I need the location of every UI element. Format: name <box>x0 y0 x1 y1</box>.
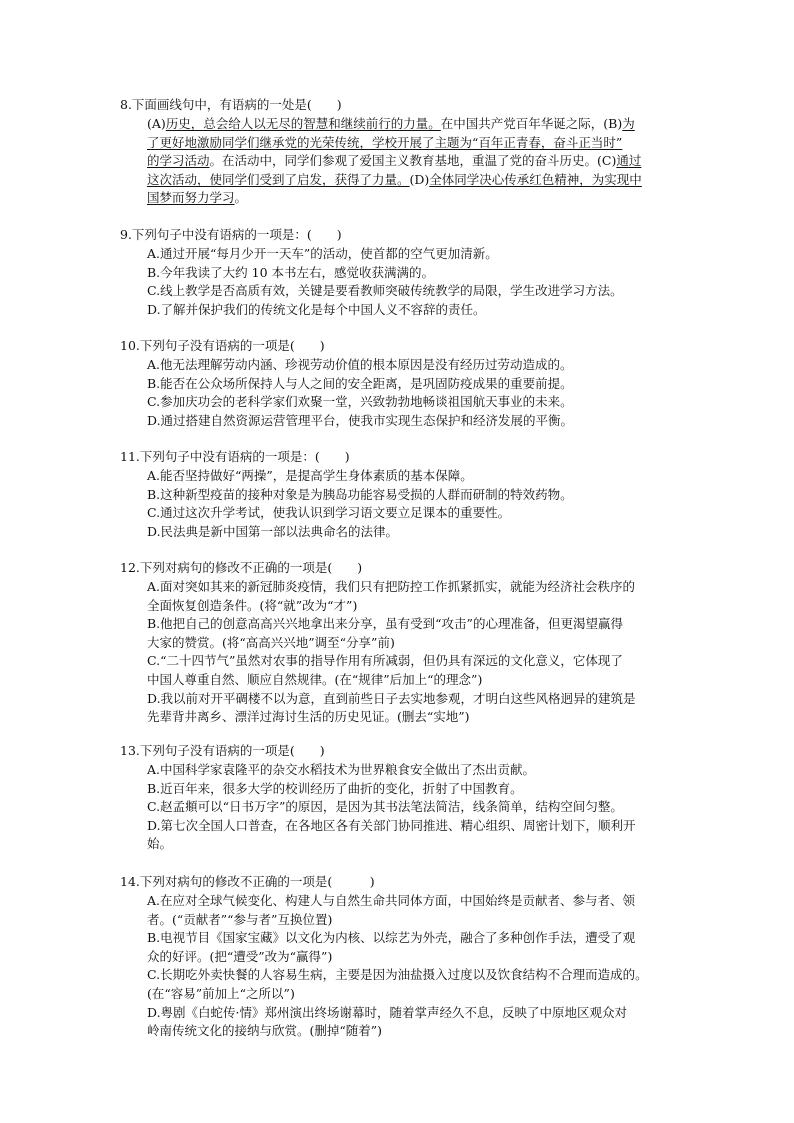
question-line <box>147 375 573 393</box>
text-segment: C.“二十四节气”虽然对农事的指导作用有所减弱，但仍具有深远的文化意义，它体现了 <box>147 653 623 669</box>
question-line <box>147 911 332 929</box>
underlined-text: 了更好地激励同学们继承党的光荣传统，学校开展了主题为“百年正青春，奋斗正当时” <box>147 134 623 150</box>
text-segment: A.中国科学家袁隆平的杂交水稻技术为世界粮食安全做出了杰出贡献。 <box>147 762 536 777</box>
question-title: 12.下列对病句的修改不正确的一项是( ) <box>120 560 363 575</box>
question-line <box>147 467 473 485</box>
question-line <box>147 892 635 910</box>
question-line <box>147 597 357 615</box>
question-line <box>147 189 247 207</box>
question-line <box>147 523 398 541</box>
question-line <box>147 929 635 947</box>
text-segment: 。在活动中，同学们参观了爱国主义教育基地，重温了党的奋斗历史。(C) <box>209 153 617 169</box>
text-segment: 。 <box>234 190 248 206</box>
question-line <box>147 708 470 726</box>
text-segment: (D) <box>409 171 430 187</box>
question-title: 11.下列句子中没有语病的一项是：( ) <box>120 449 350 464</box>
text-segment: 中国人尊重自然、顺应自然规律。(在“规律”后加上“的理念”) <box>147 672 483 687</box>
question-line <box>147 761 535 779</box>
text-segment: C.参加庆功会的老科学家们欢聚一堂，兴致勃勃地畅谈祖国航天事业的未来。 <box>147 394 573 410</box>
question-line <box>147 690 636 708</box>
text-segment: 岭南传统文化的接纳与欣赏。(删掉“随着”) <box>147 1023 383 1039</box>
question-line <box>147 948 332 966</box>
text-segment: B.他把自己的创意高高兴兴地拿出来分享，虽有受到“攻击”的心理准备，但更渴望赢得 <box>147 616 623 632</box>
question-line <box>147 798 623 816</box>
text-segment: C.线上教学是否高质有效，关键是要看教师突破传统教学的局限，学生改进学习方法。 <box>147 283 623 299</box>
question-line <box>147 1022 382 1040</box>
underlined-text: 这次活动，使同学们受到了启发，获得了力量。 <box>147 171 410 187</box>
underlined-text: 为 <box>622 116 635 131</box>
question-line <box>147 245 498 263</box>
question-line <box>147 780 523 798</box>
text-segment: 始。 <box>147 836 173 852</box>
text-segment: C.赵孟頫可以“日书万字”的原因，是因为其书法笔法简洁，线条简单，结构空间匀整。 <box>147 799 623 815</box>
question-title: 14.下列对病句的修改不正确的一项是( ) <box>120 874 375 889</box>
question-line <box>147 1004 627 1022</box>
text-segment: D.民法典是新中国第一部以法典命名的法律。 <box>147 523 399 539</box>
question-line <box>147 966 648 984</box>
text-segment: 全面恢复创造条件。(将“就”改为“才”) <box>147 597 358 613</box>
question-line <box>147 504 510 522</box>
text-segment: (在“容易”前加上“之所以”) <box>147 986 295 1001</box>
text-segment: A.面对突如其来的新冠肺炎疫情，我们只有把防控工作抓紧抓实，就能为经济社会秩序的 <box>147 579 636 594</box>
question-line <box>147 985 295 1003</box>
question-line <box>147 652 623 670</box>
text-segment: A.能否坚持做好“两操”，是提高学生身体素质的基本保障。 <box>147 468 473 483</box>
underlined-text: 的学习活动 <box>147 153 210 169</box>
question-line <box>147 115 635 133</box>
text-segment: D.粤剧《白蛇传·情》郑州演出终场谢幕时，随着掌声经久不息，反映了中原地区观众对 <box>147 1004 628 1020</box>
question-line <box>147 671 482 689</box>
question-line <box>147 282 623 300</box>
question-line <box>147 393 573 411</box>
question-line <box>147 412 573 430</box>
text-segment: C.通过这次升学考试，使我认识到学习语文要立足课本的重要性。 <box>147 505 511 521</box>
text-segment: 先辈背井离乡、漂洋过海讨生活的历史见证。(删去“实地”) <box>147 709 470 725</box>
underlined-text: 全体同学决心传承红色精神，为实现中 <box>429 171 642 187</box>
text-segment: 众的好评。(把“遭受”改为“赢得”) <box>147 948 333 964</box>
question-line <box>147 152 641 170</box>
text-segment: B.这种新型疫苗的接种对象是为胰岛功能容易受损的人群而研制的特效药物。 <box>147 486 573 502</box>
question-line <box>147 134 622 152</box>
text-segment: B.近百年来，很多大学的校训经历了曲折的变化，折射了中国教育。 <box>147 780 523 796</box>
underlined-text: 国梦而努力学习 <box>147 190 235 206</box>
text-segment: D.第七次全国人口普查，在各地区各有关部门协同推进、精心组织、周密计划下，顺利开 <box>147 817 636 833</box>
question-line <box>147 615 623 633</box>
text-segment: D.我以前对开平碉楼不以为意，直到前些日子去实地参观，才明白这些风格迥异的建筑是 <box>147 690 636 706</box>
question-line <box>147 264 434 282</box>
text-segment: A.他无法理解劳动内涵、珍视劳动价值的根本原因是没有经历过劳动造成的。 <box>147 357 573 372</box>
question-title: 9.下列句子中没有语病的一项是：( ) <box>120 227 342 242</box>
text-segment: A.通过开展“每月少开一天车”的活动，使首都的空气更加清新。 <box>147 246 498 261</box>
question-title: 13.下列句子没有语病的一项是( ) <box>120 743 325 758</box>
text-segment: C.长期吃外卖快餐的人容易生病，主要是因为油盐摄入过度以及饮食结构不合理而造成的。 <box>147 967 648 983</box>
text-segment: D.了解并保护我们的传统文化是每个中国人义不容辞的责任。 <box>147 301 486 317</box>
underlined-text: 通过 <box>616 153 642 169</box>
text-segment: D.通过搭建自然资源运营管理平台，使我市实现生态保护和经济发展的平衡。 <box>147 412 574 428</box>
question-line <box>147 578 635 596</box>
underlined-text: 历史，总会给人以无尽的智慧和继续前行的力量。 <box>165 116 441 131</box>
question-line <box>147 171 642 189</box>
text-segment: B.今年我读了大约 10 本书左右，感觉收获满满的。 <box>147 264 435 280</box>
question-title: 10.下列句子没有语病的一项是( ) <box>120 338 325 353</box>
question-line <box>147 634 395 652</box>
question-title: 8.下面画线句中，有语病的一处是( ) <box>120 97 342 112</box>
question-line <box>147 301 486 319</box>
question-line <box>147 356 573 374</box>
text-segment: A.在应对全球气候变化、构建人与自然生命共同体方面，中国始终是贡献者、参与者、领 <box>147 893 636 908</box>
question-line <box>147 817 636 835</box>
text-segment: 者。(“贡献者”“参与者”互换位置) <box>147 911 333 927</box>
text-segment: B.电视节目《国家宝藏》以文化为内核、以综艺为外壳，融合了多种创作手法，遭受了观 <box>147 930 636 946</box>
text-segment: (A) <box>147 116 166 131</box>
text-segment: 在中国共产党百年华诞之际，(B) <box>440 116 623 131</box>
text-segment: B.能否在公众场所保持人与人之间的安全距离，是巩固防疫成果的重要前提。 <box>147 375 573 391</box>
question-line <box>147 486 573 504</box>
text-segment: 大家的赞赏。(将“高高兴兴地”调至“分享”前) <box>147 634 395 650</box>
question-line <box>147 835 172 853</box>
